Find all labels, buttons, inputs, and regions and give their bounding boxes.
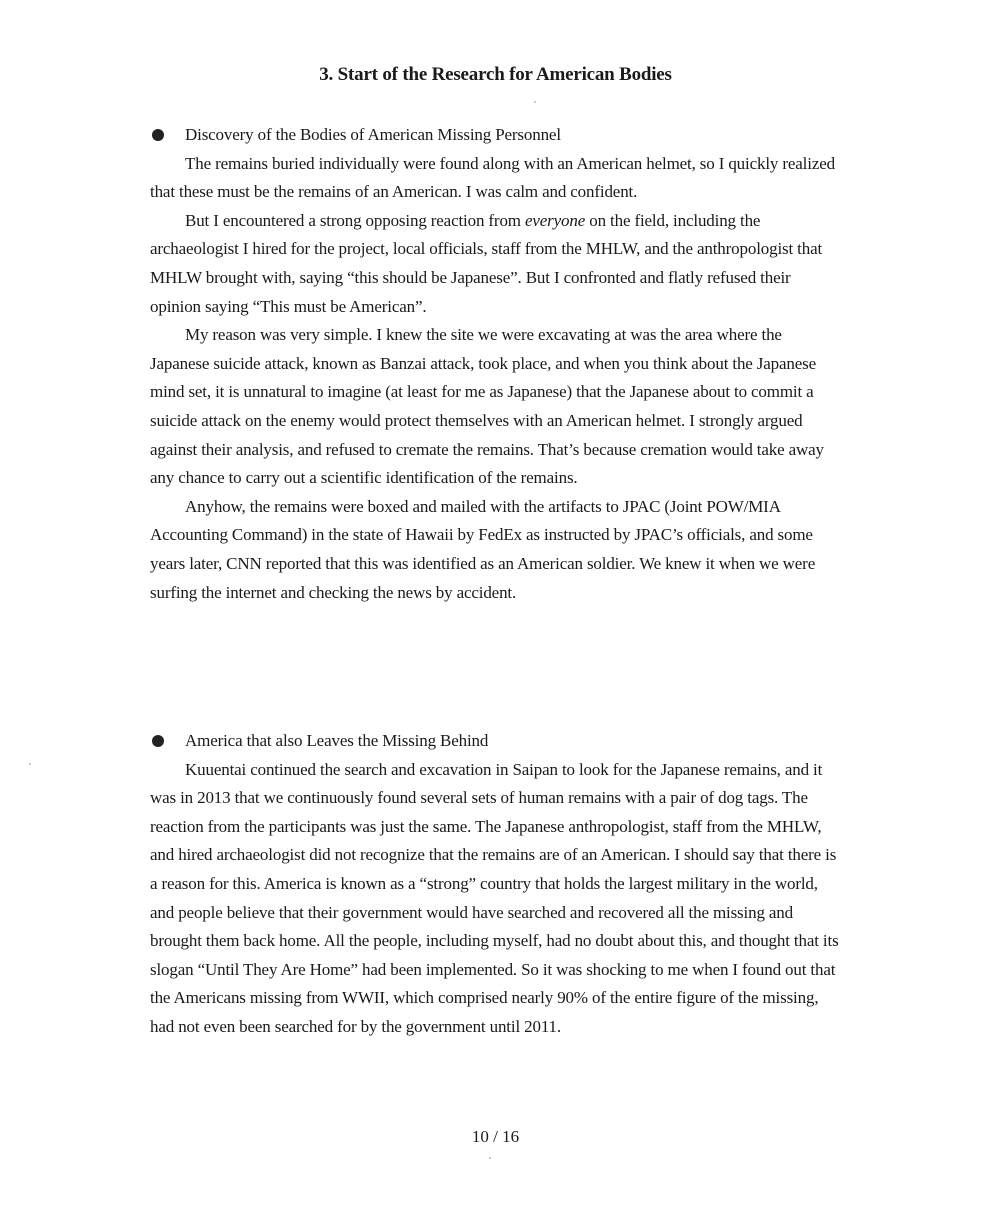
section-discovery xyxy=(150,121,842,607)
scan-speck xyxy=(489,1157,491,1159)
section-heading-text: Discovery of the Bodies of American Missing Personnel xyxy=(185,125,561,144)
scan-speck xyxy=(29,763,31,765)
section-heading xyxy=(150,121,842,150)
section-heading xyxy=(150,727,842,756)
emphasis-text: everyone xyxy=(524,210,586,230)
paragraph: The remains buried individually were found along with an American helmet, so I quickly realized that these must be the remains of an American. I was calm and confident. xyxy=(150,153,835,202)
page-number: 10 / 16 xyxy=(471,1127,520,1146)
paragraph: Anyhow, the remains were boxed and mailed with the artifacts to JPAC (Joint POW/MIA Accounting Command) in the state of Hawaii by FedEx as instructed by JPAC’s officials, and some years later, CNN reported that this was identified as an American soldier. We knew it when we were surfing the internet and checking the news by accident. xyxy=(150,496,816,602)
page-title: 3. Start of the Research for American Bodies xyxy=(319,64,672,85)
paragraph-text: But I encountered a strong opposing reaction from xyxy=(185,210,525,230)
bullet-icon xyxy=(152,129,164,141)
paragraph xyxy=(150,207,842,321)
scan-speck xyxy=(534,101,536,103)
bullet-icon xyxy=(152,735,164,747)
paragraph: Kuuentai continued the search and excavation in Saipan to look for the Japanese remains, and it was in 2013 that we continuously found several sets of human remains with a pair of dog tags. The reaction from the participants was just the same. The Japanese anthropologist, staff from the MHLW, and hired archaeologist did not recognize that the remains are of an American. I should say that there is a reason for this. America is known as a “strong” country that holds the largest military in the world, and people believe that their government would have searched and recovered all the missing and brought them back home. All the people, including myself, had no doubt about this, and thought that its slogan “Until They Are Home” had been implemented. So it was shocking to me when I found out that the Americans missing from WWII, which comprised nearly 90% of the entire figure of the missing, had not even been searched for by the government until 2011. xyxy=(150,759,839,1036)
section-america-leaves-missing xyxy=(150,727,842,1042)
paragraph-text: on the field, including the archaeologist I hired for the project, local officials, staff from the MHLW, and the anthropologist that MHLW brought with, saying “this should be Japanese”. But I confronted and flatly refused their opinion saying “This must be American”. xyxy=(150,210,823,316)
paragraph: My reason was very simple. I knew the site we were excavating at was the area where the Japanese suicide attack, known as Banzai attack, took place, and when you think about the Japanese mind set, it is unnatural to imagine (at least for me as Japanese) that the Japanese about to commit a suicide attack on the enemy would protect themselves with an American helmet. I strongly argued against their analysis, and refused to cremate the remains. That’s because cremation would take away any chance to carry out a scientific identification of the remains. xyxy=(150,325,824,488)
section-heading-text: America that also Leaves the Missing Behind xyxy=(185,731,489,750)
